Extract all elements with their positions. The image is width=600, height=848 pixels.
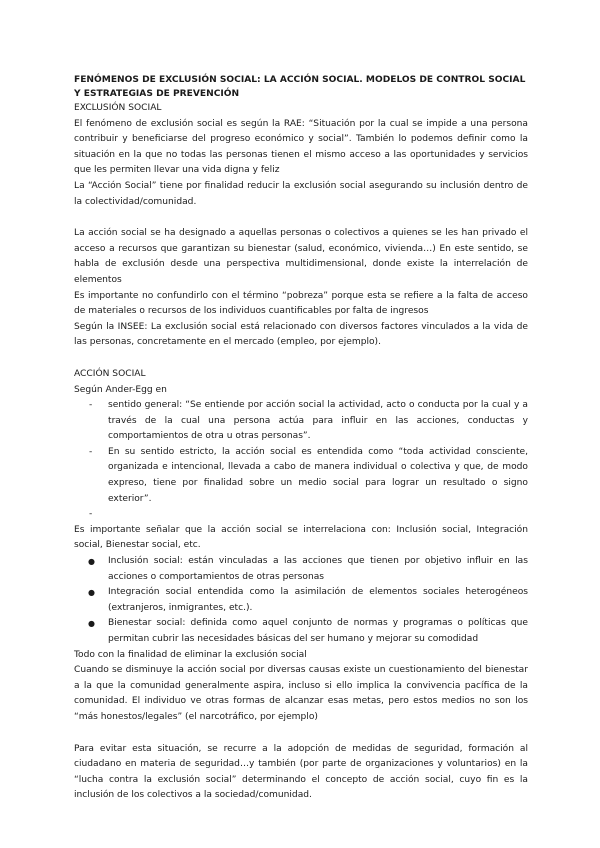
list-item [74,398,528,445]
list-item-text: En su sentido estricto, la acción social es entendida como “toda actividad consciente, organizada e intencional, llevada a cabo de manera individual o colectiva y que, de modo expreso, tiene por finalidad sobre un medio social para lograr un resultado o signo exterior”. [108,446,528,504]
list-item [74,554,528,585]
list-item-text: sentido general: “Se entiende por acción social la actividad, acto o conducta por la cual y a través de la cual una persona actúa para influir en las acciones, conductas y comportamientos de otra u otras personas”. [108,400,528,442]
dash-marker: - [89,446,93,457]
section-heading-accion: ACCIÓN SOCIAL [74,368,146,379]
dash-marker: - [89,509,93,520]
list-item [74,585,528,616]
list-item [74,445,528,507]
blank-line [74,351,528,367]
blank-line [74,210,528,226]
bullet-icon: ● [88,557,95,567]
bullet-icon: ● [88,619,95,629]
document-title: FENÓMENOS DE EXCLUSIÓN SOCIAL: LA ACCIÓN SOCIAL. MODELOS DE CONTROL SOCIAL Y ESTRATEGIAS DE PREVENCIÓN [74,75,526,99]
bullet-icon: ● [88,588,95,598]
paragraph: Es importante no confundirlo con el término “pobreza” porque esta se refiere a la falta de acceso de materiales o recursos de los individuos cuantificables por falta de ingresos [74,290,528,317]
dash-marker: - [89,400,93,411]
paragraph: Cuando se disminuye la acción social por diversas causas existe un cuestionamiento del bienestar a la que la comunidad generalmente aspira, incluso si ello implica la convivencia pacífica de la comunidad. El individuo ve otras formas de alcanzar esas metas, pero estos medios no son los “más honestos/legales” (el narcotráfico, por ejemplo) [74,665,528,722]
paragraph: Según la INSEE: La exclusión social está relacionado con diversos factores vinculados a la vida de las personas, concretamente en el mercado (empleo, por ejemplo). [74,321,528,348]
blank-line [74,726,528,742]
paragraph: Todo con la finalidad de eliminar la exclusión social [74,649,307,660]
bullet-list [74,554,528,648]
paragraph: El fenómeno de exclusión social es según la RAE: “Situación por la cual se impide a una persona contribuir y beneficiarse del progreso económico y social”. También lo podemos definir como la situación en la que no todas las personas tienen el mismo acceso a las oportunidades y servicios que les permiten llevar una vida digna y feliz [74,118,528,176]
paragraph: Según Ander-Egg en [74,384,167,395]
paragraph: Para evitar esta situación, se recurre a la adopción de medidas de seguridad, formación al ciudadano en materia de seguridad…y también (por parte de organizaciones y voluntarios) en la “lucha contra la exclusión social” determinando el concepto de acción social, cuyo fin es la inclusión de los colectivos a la sociedad/comunidad. [74,743,528,801]
list-item [74,507,528,523]
section-heading-exclusion: EXCLUSIÓN SOCIAL [74,103,162,113]
paragraph: La acción social se ha designado a aquellas personas o colectivos a quienes se les han privado el acceso a recursos que garantizan su bienestar (salud, económico, vivienda…) En este sentido, se habla de exclusión desde una perspectiva multidimensional, donde existe la interrelación de elementos [74,228,528,285]
paragraph: Es importante señalar que la acción social se interrelaciona con: Inclusión social, Integración social, Bienestar social, etc. [74,524,528,551]
dash-list [74,398,528,523]
list-item-text: Inclusión social: están vinculadas a las acciones que tienen por objetivo influir en las acciones o comportamientos de otras personas [108,556,528,582]
list-item [74,616,528,647]
list-item-text: Integración social entendida como la asimilación de elementos sociales heterogéneos (extranjeros, inmigrantes, etc.). [108,587,528,613]
paragraph: La “Acción Social” tiene por finalidad reducir la exclusión social asegurando su inclusión dentro de la colectividad/comunidad. [74,180,528,207]
list-item-text: Bienestar social: definida como aquel conjunto de normas y programas o políticas que permitan cubrir las necesidades básicas del ser humano y mejorar su comodidad [108,618,528,644]
